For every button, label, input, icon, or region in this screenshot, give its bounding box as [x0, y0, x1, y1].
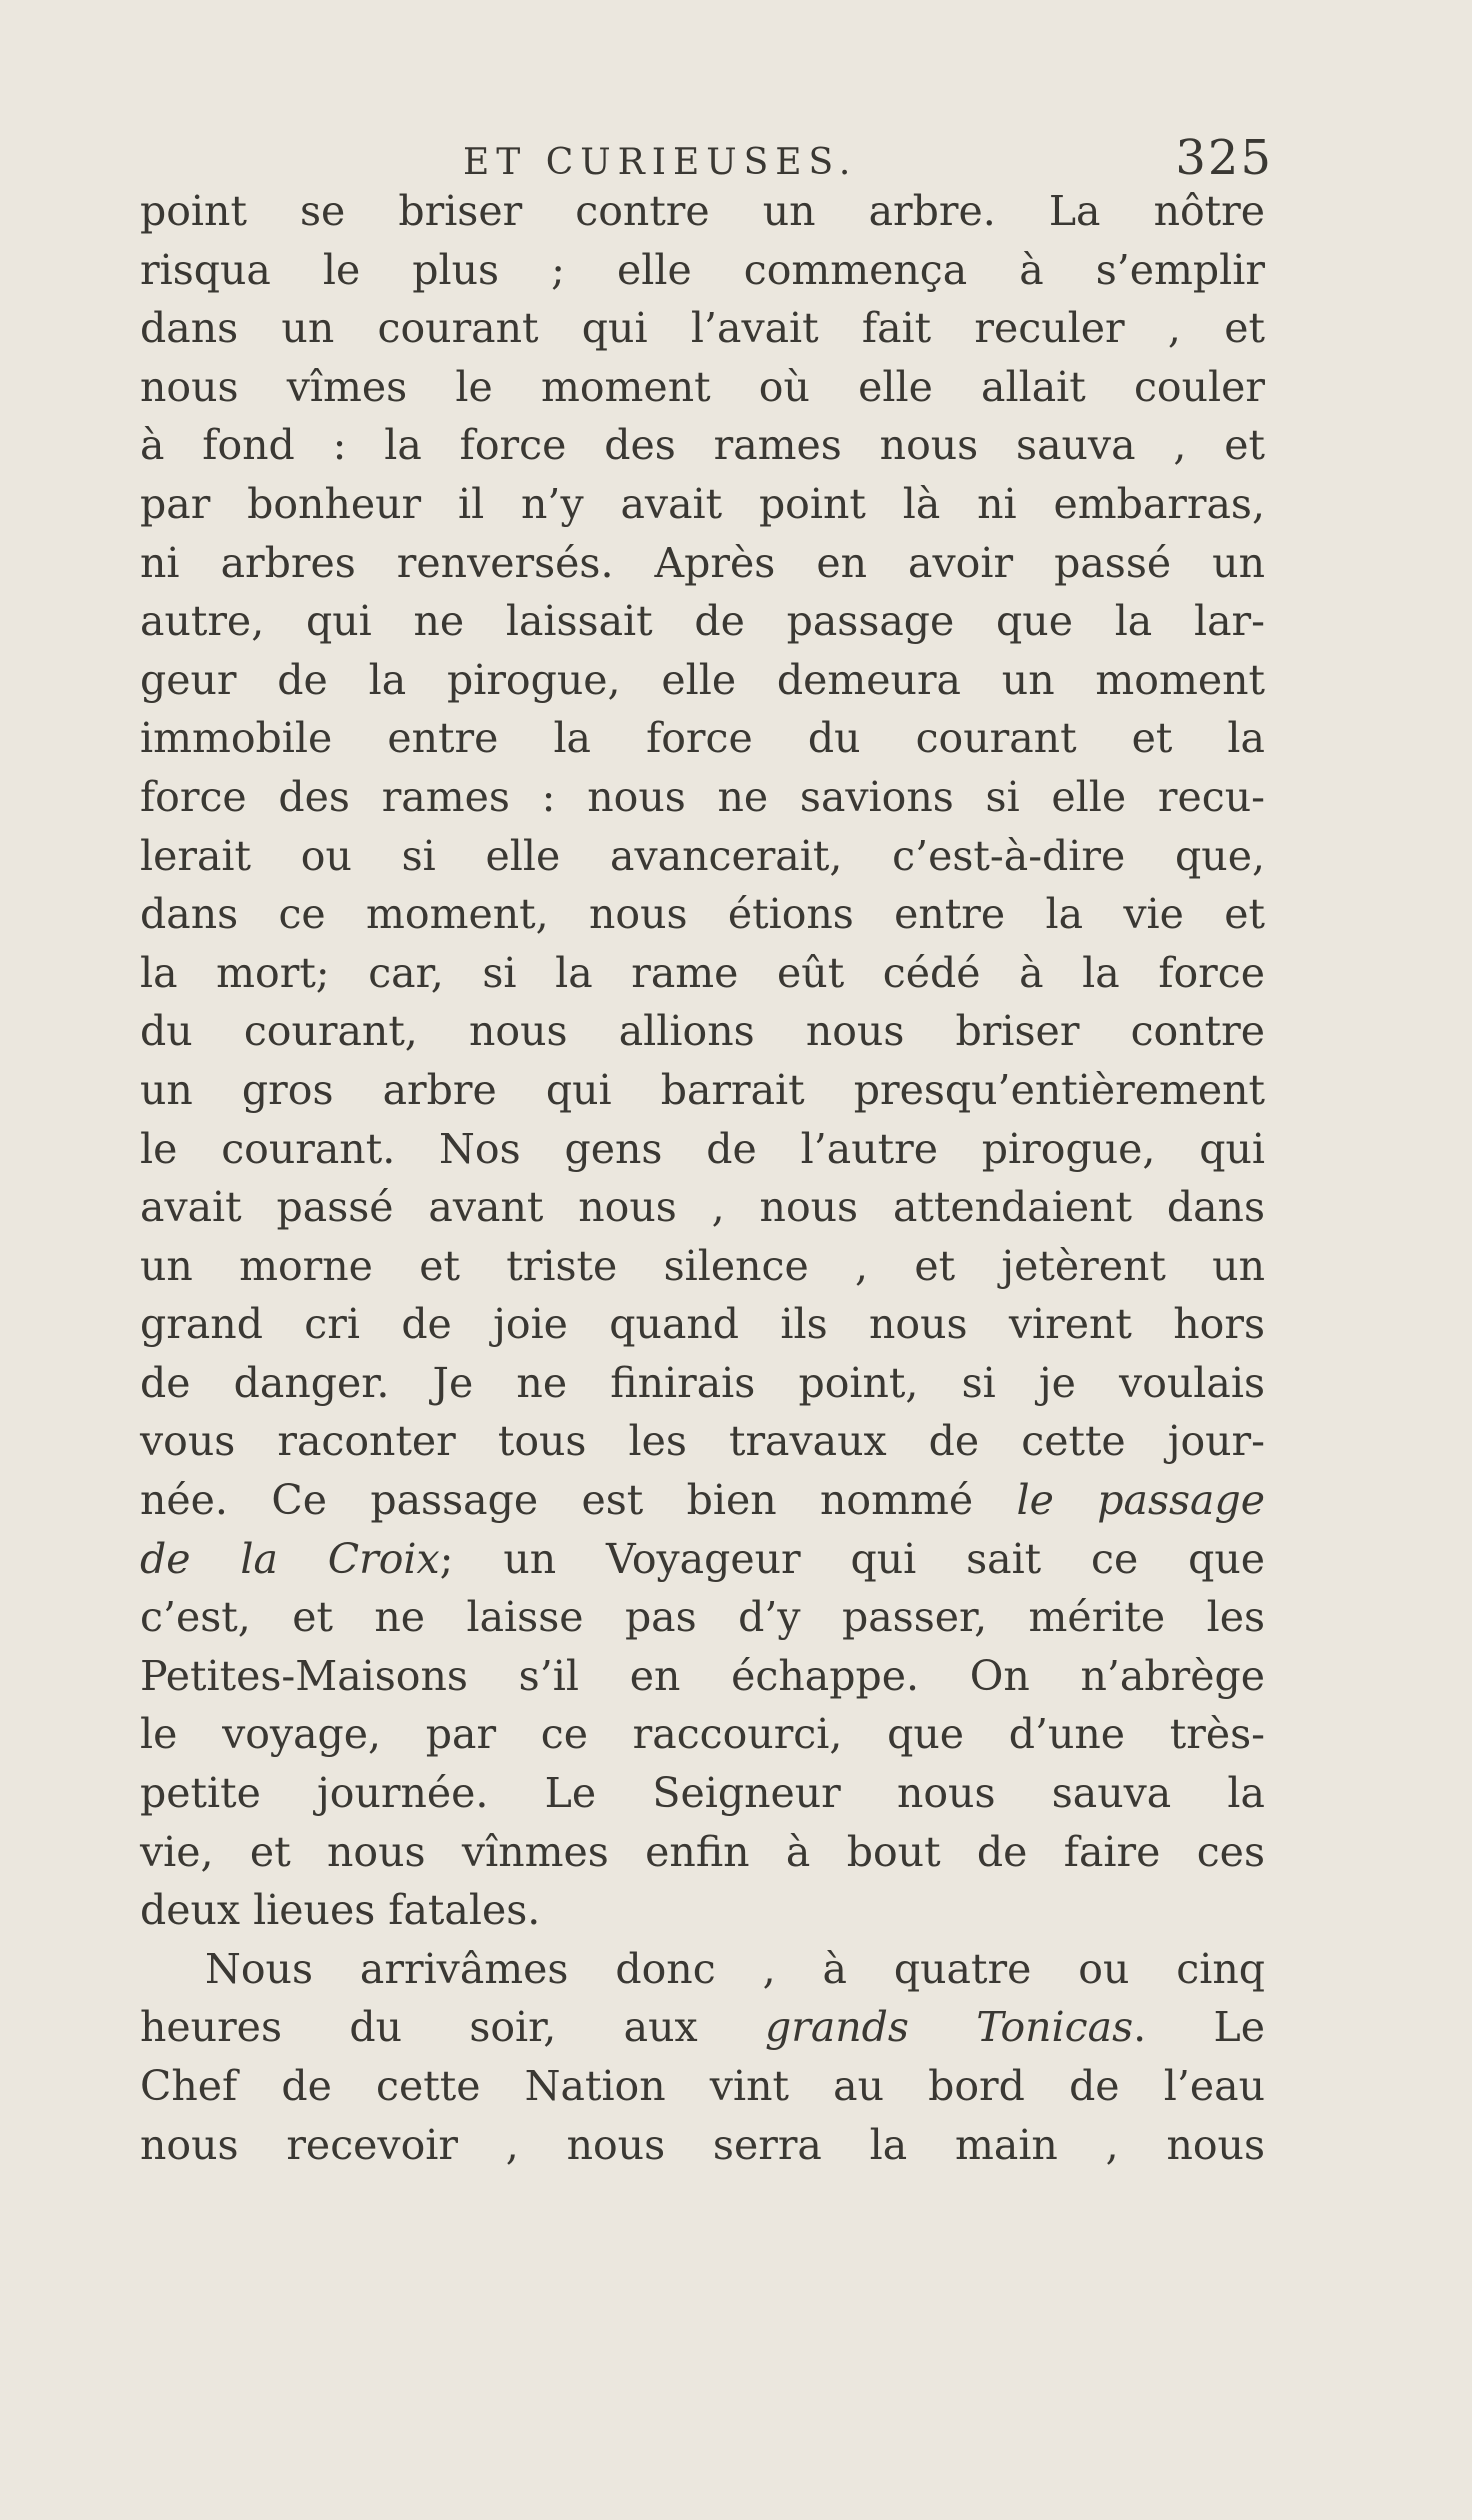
text-line: point se briser contre un arbre. La nôtre [140, 187, 1265, 235]
text-line: le courant. Nos gens de l’autre pirogue, qui [140, 1124, 1265, 1173]
text-line: deux lieues fatales. [140, 1886, 541, 1935]
text-line: dans ce moment, nous étions entre la vie et [140, 890, 1265, 939]
text-line: petite journée. Le Seigneur nous sauva la [140, 1769, 1265, 1818]
text-line: le voyage, par ce raccourci, que d’une très- [140, 1710, 1265, 1759]
text-line: grand cri de joie quand ils nous virent hors [140, 1300, 1265, 1349]
text-line: un morne et triste silence , et jetèrent un [140, 1241, 1265, 1290]
italic-text: le passage [1016, 1476, 1265, 1525]
text-line: dans un courant qui l’avait fait reculer , et [140, 304, 1265, 353]
text-line: avait passé avant nous , nous attendaient dans [140, 1183, 1265, 1232]
text-line: immobile entre la force du courant et la [140, 714, 1265, 763]
text-line: à fond : la force des rames nous sauva , et [140, 421, 1265, 470]
text-line: par bonheur il n’y avait point là ni embarras, [140, 479, 1265, 528]
text-line: nous vîmes le moment où elle allait couler [140, 362, 1265, 411]
text-line [140, 1530, 1265, 1589]
text-line: du courant, nous allions nous briser contre [140, 1007, 1265, 1056]
text-line: Petites-Maisons s’il en échappe. On n’abrège [140, 1651, 1265, 1700]
text-line: un gros arbre qui barrait presqu’entièrement [140, 1065, 1265, 1114]
text-line: force des rames : nous ne savions si elle recu- [140, 772, 1265, 821]
text-line: risqua le plus ; elle commença à s’emplir [140, 245, 1265, 294]
text-line: lerait ou si elle avancerait, c’est-à-dire que, [140, 831, 1265, 880]
text-line: geur de la pirogue, elle demeura un moment [140, 655, 1265, 704]
text-line: Nous arrivâmes donc , à quatre ou cinq [205, 1944, 1265, 1993]
running-title: ET CURIEUSES. [463, 142, 858, 183]
text-line [140, 1998, 1265, 2057]
text-line: c’est, et ne laisse pas d’y passer, mérite les [140, 1593, 1265, 1642]
text-line: ni arbres renversés. Après en avoir passé un [140, 538, 1265, 587]
text-line: vie, et nous vînmes enfin à bout de faire ces [140, 1827, 1265, 1876]
page-number: 325 [1175, 130, 1273, 186]
text-line: la mort; car, si la rame eût cédé à la force [140, 948, 1265, 997]
italic-text: grands Tonicas [764, 2003, 1134, 2052]
text-run: heures du soir, aux [140, 2003, 765, 2052]
page-header [463, 130, 1273, 190]
italic-text: de la Croix [140, 1534, 440, 1583]
text-line: nous recevoir , nous serra la main , nous [140, 2120, 1265, 2169]
text-run: née. Ce passage est bien nommé [140, 1476, 1017, 1525]
text-run: ; un Voyageur qui sait ce que [439, 1534, 1265, 1583]
text-run: . Le [1133, 2003, 1265, 2052]
text-line: vous raconter tous les travaux de cette jour- [140, 1417, 1265, 1466]
text-line [140, 1471, 1265, 1530]
text-line: autre, qui ne laissait de passage que la lar- [140, 597, 1265, 646]
body-text [140, 182, 1265, 2174]
text-line: Chef de cette Nation vint au bord de l’eau [140, 2062, 1265, 2110]
text-line: de danger. Je ne finirais point, si je voulais [140, 1358, 1265, 1407]
